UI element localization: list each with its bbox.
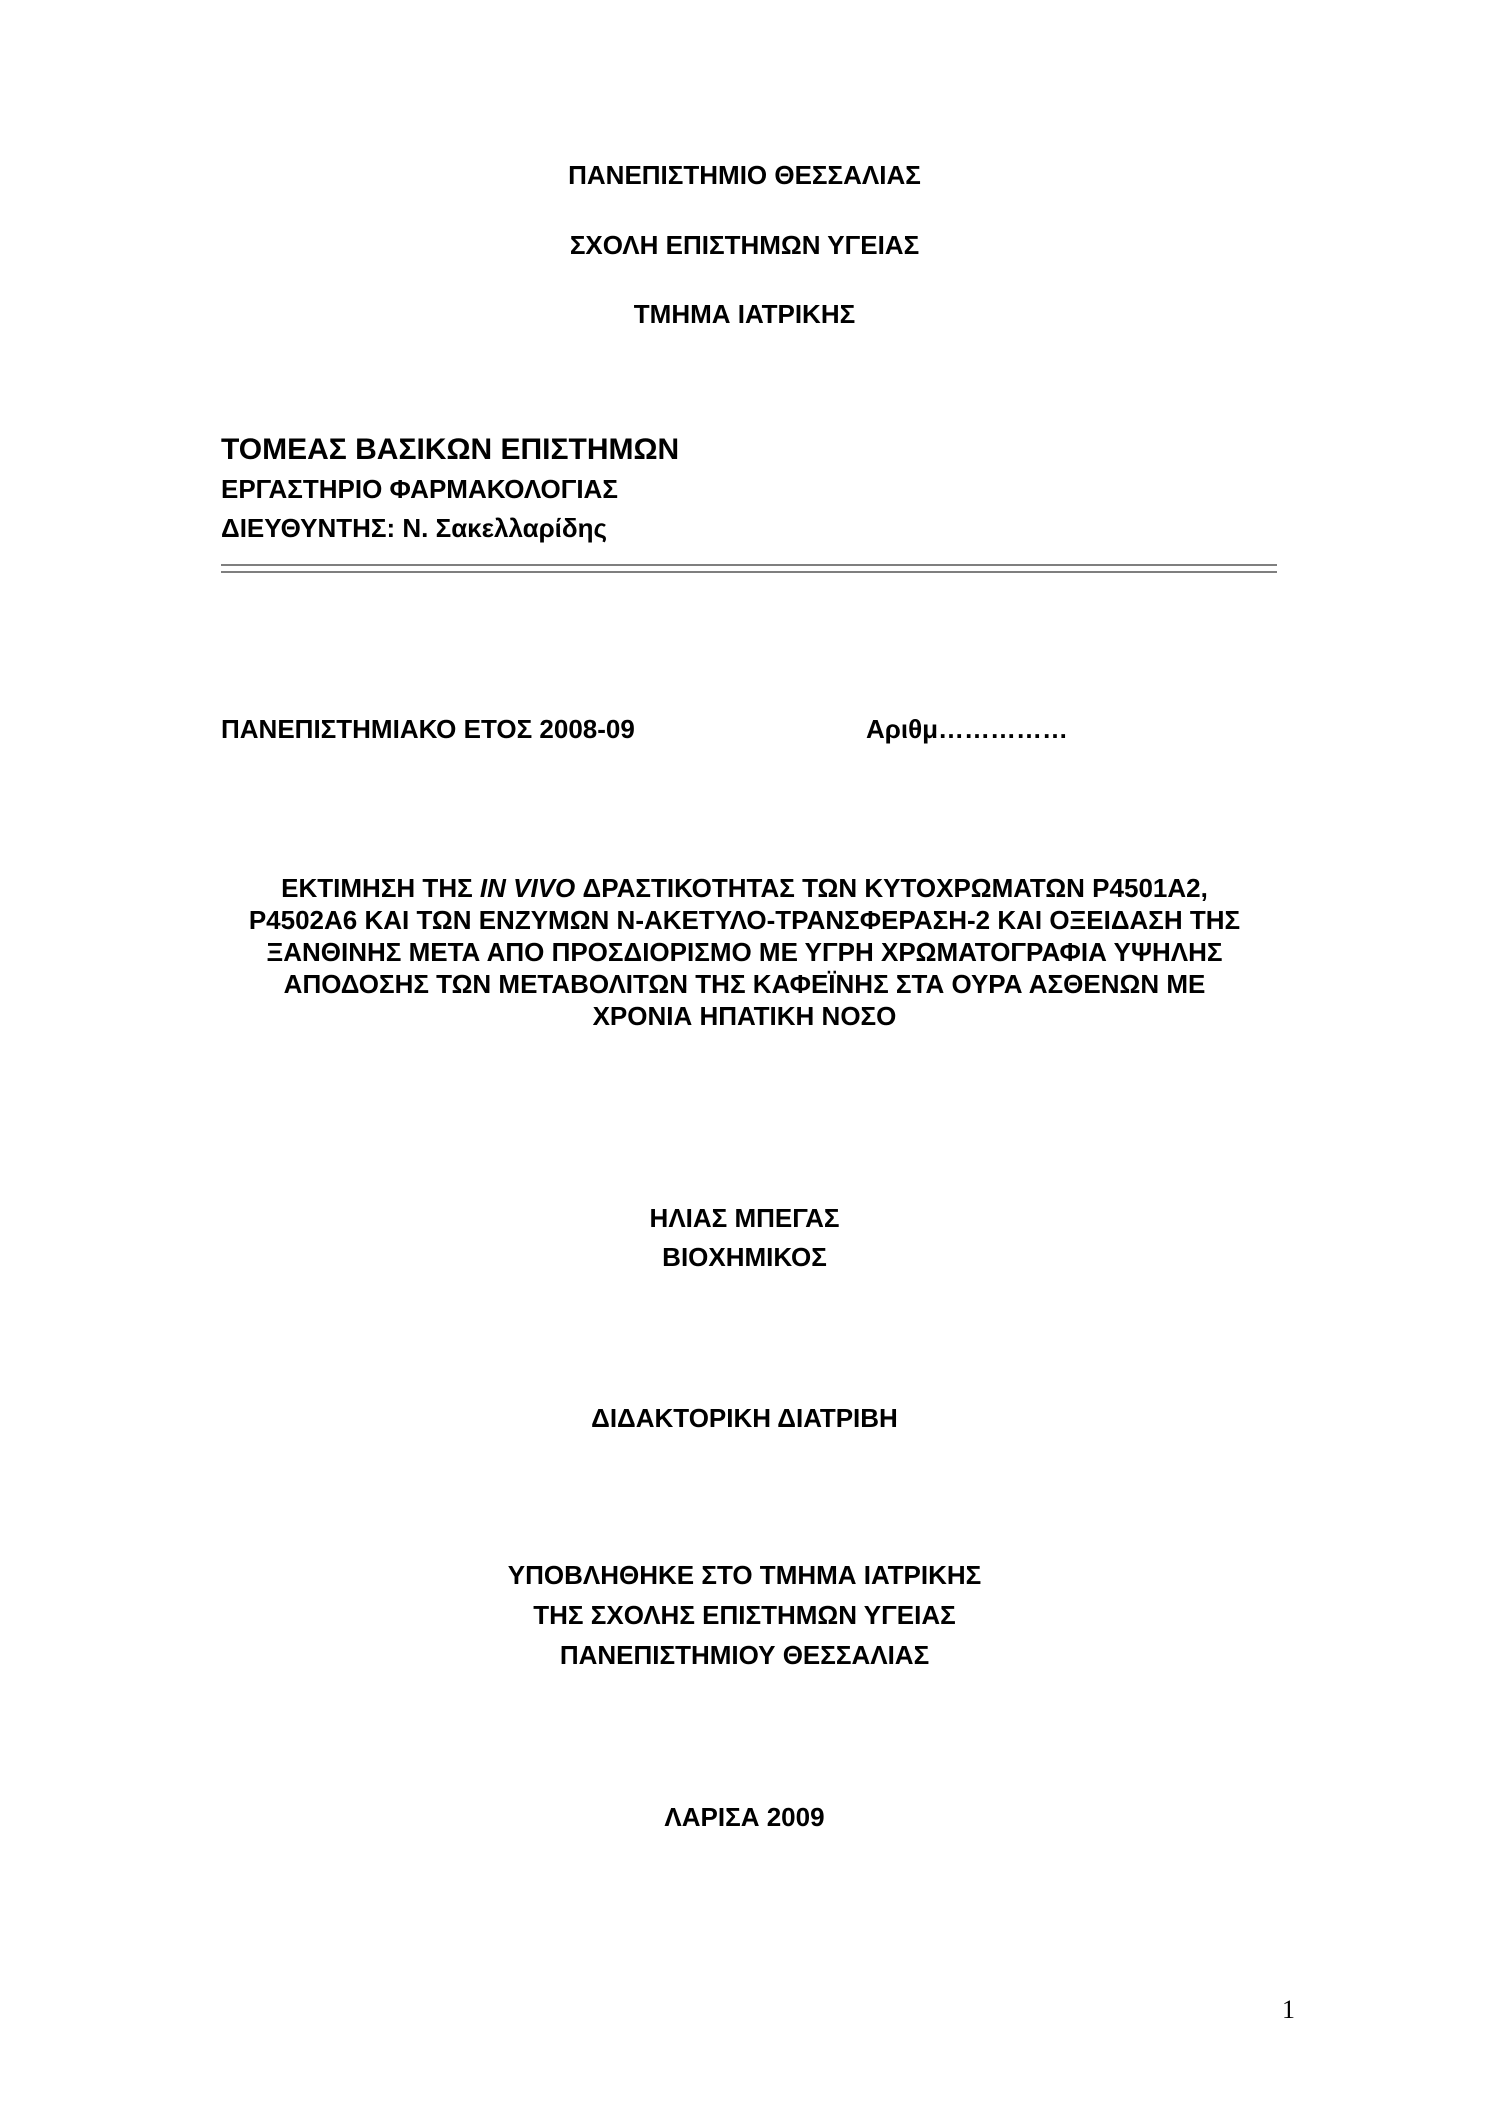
divider-rule-bottom [221,571,1277,573]
academic-year: ΠΑΝΕΠΙΣΤΗΜΙΑΚΟ ΕΤΟΣ 2008-09 [221,714,635,744]
department-name: ΤΜΗΜΑ ΙΑΤΡΙΚΗΣ [633,299,856,329]
thesis-title-line-2: P4502A6 ΚΑΙ ΤΩΝ ΕΝΖΥΜΩΝ N-ΑΚΕΤΥΛΟ-ΤΡΑΝΣΦΕΡΑΣΗ-2 ΚΑΙ ΟΞΕΙΔΑΣΗ ΤΗΣ [248,905,1241,935]
submission-line-3: ΠΑΝΕΠΙΣΤΗΜΙΟΥ ΘΕΣΣΑΛΙΑΣ [559,1640,930,1670]
submission-line-2: ΤΗΣ ΣΧΟΛΗΣ ΕΠΙΣΤΗΜΩΝ ΥΓΕΙΑΣ [533,1600,956,1630]
thesis-title-line-4: ΑΠΟΔΟΣΗΣ ΤΩΝ ΜΕΤΑΒΟΛΙΤΩΝ ΤΗΣ ΚΑΦΕΪΝΗΣ ΣΤΑ ΟΥΡΑ ΑΣΘΕΝΩΝ ΜΕ [283,969,1206,999]
thesis-title-line-3: ΞΑΝΘΙΝΗΣ ΜΕΤΑ ΑΠΟ ΠΡΟΣΔΙΟΡΙΣΜΟ ΜΕ ΥΓΡΗ ΧΡΩΜΑΤΟΓΡΑΦΙΑ ΥΨΗΛΗΣ [266,937,1223,967]
author-profession: ΒΙΟΧΗΜΙΚΟΣ [662,1242,827,1272]
university-name: ΠΑΝΕΠΙΣΤΗΜΙΟ ΘΕΣΣΑΛΙΑΣ [568,160,921,190]
sector-name: ΤΟΜΕΑΣ ΒΑΣΙΚΩΝ ΕΠΙΣΤΗΜΩΝ [221,433,680,466]
place-year: ΛΑΡΙΣΑ 2009 [664,1802,825,1832]
page-number: 1 [1282,1995,1295,2024]
document-type: ΔΙΔΑΚΤΟΡΙΚΗ ΔΙΑΤΡΙΒΗ [591,1403,898,1433]
in-vivo-italic: IN VIVO [479,873,576,903]
thesis-title [0,872,1489,1032]
document-number: Αριθμ…………… [866,714,1069,744]
thesis-title-line-1: ΕΚΤΙΜΗΣΗ ΤΗΣ IN VIVO ΔΡΑΣΤΙΚΟΤΗΤΑΣ ΤΩΝ ΚΥΤΟΧΡΩΜΑΤΩΝ P4501A2, [281,873,1208,903]
divider-rule-top [221,564,1277,566]
lab-name: ΕΡΓΑΣΤΗΡΙΟ ΦΑΡΜΑΚΟΛΟΓΙΑΣ [221,474,618,504]
school-name: ΣΧΟΛΗ ΕΠΙΣΤΗΜΩΝ ΥΓΕΙΑΣ [569,230,920,260]
thesis-title-line-5: ΧΡΟΝΙΑ ΗΠΑΤΙΚΗ ΝΟΣΟ [592,1001,897,1031]
submission-line-1: ΥΠΟΒΛΗΘΗΚΕ ΣΤΟ ΤΜΗΜΑ ΙΑΤΡΙΚΗΣ [507,1560,982,1590]
author-name: ΗΛΙΑΣ ΜΠΕΓΑΣ [649,1203,840,1233]
director-line: ΔΙΕΥΘΥΝΤΗΣ: Ν. Σακελλαρίδης [221,513,608,543]
